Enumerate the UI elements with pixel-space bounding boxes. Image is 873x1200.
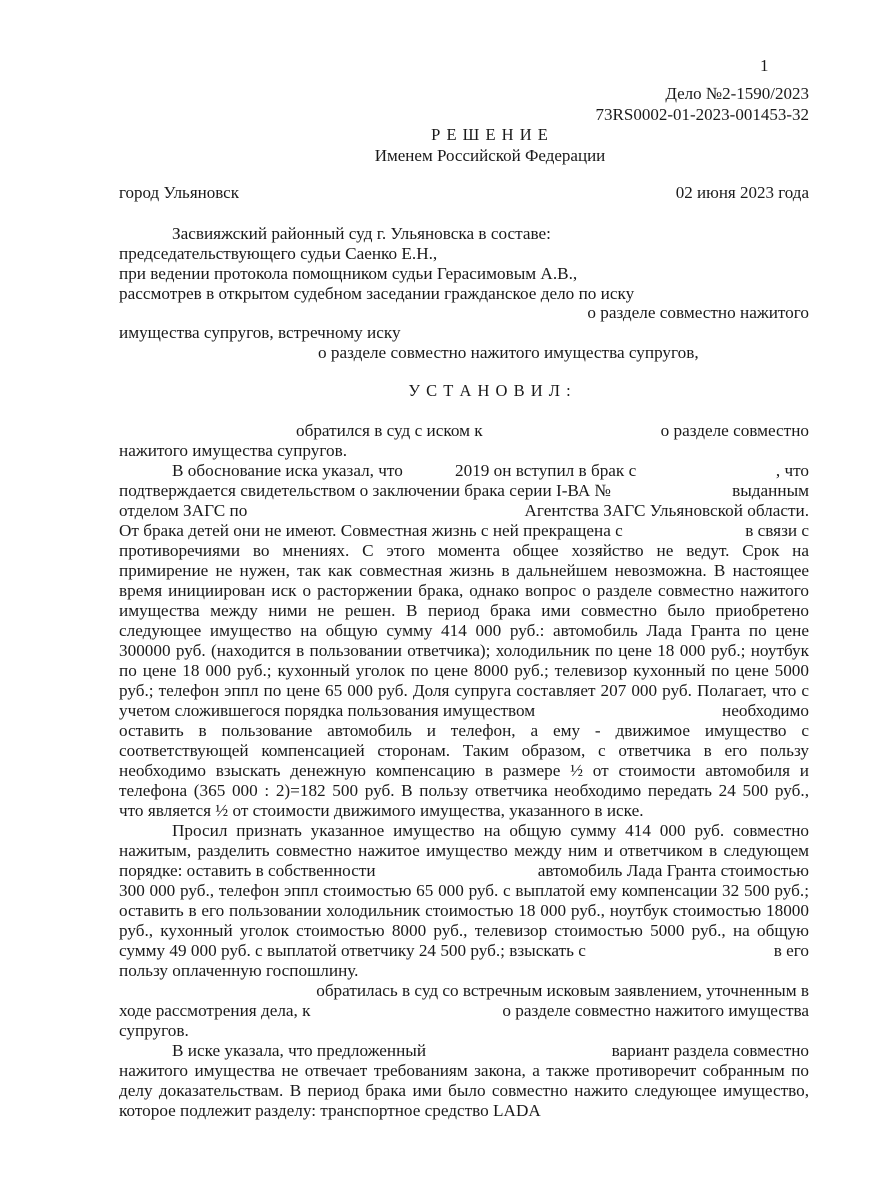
p2-line-18: что является ½ от стоимости движимого имущества, указанного в иске. <box>119 801 644 820</box>
p3-line-1: Просил признать указанное имущество на общую сумму 414 000 руб. совместно <box>172 821 809 840</box>
p1-text-a: обратился в суд с иском к <box>296 421 483 440</box>
p2-line-3b: Агентства ЗАГС Ульяновской области. <box>524 501 809 520</box>
p3-line-8: пользу оплаченную госпошлину. <box>119 961 359 980</box>
p5-line-3: делу доказательствам. В период брака ими было совместно нажито следующее имущество, <box>119 1081 809 1100</box>
p4-line-2a: ходе рассмотрения дела, к <box>119 1001 311 1020</box>
intro-line-5: о разделе совместно нажитого <box>587 303 809 322</box>
p2-line-9: следующее имущество на общую сумму 414 000 руб.: автомобиль Лада Гранта по цене <box>119 621 809 640</box>
p3-line-7b: в его <box>773 941 809 960</box>
p2-line-13a: учетом сложившегося порядка пользования имуществом <box>119 701 536 720</box>
p2-line-4b: в связи с <box>745 521 809 540</box>
p2-line-1a: В обоснование иска указал, что <box>172 461 403 480</box>
p2-line-6: примирение не нужен, так как совместная жизнь в дальнейшем невозможна. В настоящее <box>119 561 809 580</box>
intro-line-7: о разделе совместно нажитого имущества супругов, <box>318 343 699 362</box>
date: 02 июня 2023 года <box>675 183 809 202</box>
p2-line-1b: 2019 он вступил в брак с <box>455 461 637 480</box>
document-title: Р Е Ш Е Н И Е <box>431 125 549 144</box>
p5-line-2: нажитого имущества не отвечает требованиям закона, а также противоречит собранным по <box>119 1061 809 1080</box>
p3-line-3b: автомобиль Лада Гранта стоимостью <box>537 861 809 880</box>
p4-line-2b: о разделе совместно нажитого имущества <box>502 1001 809 1020</box>
p2-line-2a: подтверждается свидетельством о заключении брака серии I-ВА № <box>119 481 611 500</box>
p3-line-6: руб., кухонный уголок стоимостью 8000 руб., телевизор стоимостью 5000 руб., на общую <box>119 921 809 940</box>
page-number: 1 <box>760 56 769 75</box>
p2-line-17: телефона (365 000 : 2)=182 500 руб. В пользу ответчика необходимо передать 24 500 руб., <box>119 781 809 800</box>
p2-line-12: руб.; телефон эппл по цене 65 000 руб. Доля супруга составляет 207 000 руб. Полагает, что с <box>119 681 809 700</box>
intro-line-3: при ведении протокола помощником судьи Герасимовым А.В., <box>119 264 578 283</box>
p4-line-3: супругов. <box>119 1021 189 1040</box>
p2-line-4a: От брака детей они не имеют. Совместная жизнь с ней прекращена с <box>119 521 623 540</box>
p2-line-3a: отделом ЗАГС по <box>119 501 248 520</box>
section-established: У С Т А Н О В И Л : <box>408 381 572 400</box>
p2-line-11: по цене 18 000 руб.; кухонный уголок по цене 8000 руб.; телевизор кухонный по цене 5000 <box>119 661 809 680</box>
p3-line-4: 300 000 руб., телефон эппл стоимостью 65 000 руб. с выплатой ему компенсации 32 500 руб.; <box>119 881 809 900</box>
p3-line-3a: порядке: оставить в собственности <box>119 861 376 880</box>
intro-line-6: имущества супругов, встречному иску <box>119 323 401 342</box>
p5-line-1b: вариант раздела совместно <box>611 1041 809 1060</box>
p2-line-7: время инициирован иск о расторжении брака, однако вопрос о разделе совместно нажитого <box>119 581 809 600</box>
p2-line-13b: необходимо <box>722 701 809 720</box>
p1-text-b: о разделе совместно <box>660 421 809 440</box>
p5-line-1a: В иске указала, что предложенный <box>172 1041 427 1060</box>
p3-line-7a: сумму 49 000 руб. с выплатой ответчику 24 500 руб.; взыскать с <box>119 941 586 960</box>
p2-line-10: 300000 руб. (находится в пользовании ответчика); холодильник по цене 18 000 руб.; ноутбук <box>119 641 809 660</box>
p2-line-1c: , что <box>775 461 809 480</box>
p3-line-2: нажитым, разделить совместно нажитое имущество между ним и ответчиком в следующем <box>119 841 809 860</box>
p5-line-4: которое подлежит разделу: транспортное средство LADA <box>119 1101 541 1120</box>
intro-line-1: Засвияжский районный суд г. Ульяновска в составе: <box>172 224 551 243</box>
case-number: Дело №2-1590/2023 <box>665 84 809 103</box>
p2-line-8: имущества между ними не решен. В период брака ими совместно было приобретено <box>119 601 809 620</box>
intro-line-2: председательствующего судьи Саенко Е.Н., <box>119 244 438 263</box>
p2-line-2b: выданным <box>732 481 809 500</box>
case-uid: 73RS0002-01-2023-001453-32 <box>595 105 809 124</box>
document-subtitle: Именем Российской Федерации <box>374 146 606 165</box>
p2-line-5: противоречиями во мнениях. С этого момента общее хозяйство не ведут. Срок на <box>119 541 809 560</box>
p2-line-15: соответствующей компенсацией сторонам. Таким образом, с ответчика в его пользу <box>119 741 809 760</box>
p2-line-14: оставить в пользование автомобиль и телефон, а ему - движимое имущество с <box>119 721 809 740</box>
place: город Ульяновск <box>119 183 239 202</box>
p3-line-5: оставить в его пользовании холодильник стоимостью 18 000 руб., ноутбук стоимостью 18000 <box>119 901 809 920</box>
p1-text-c: нажитого имущества супругов. <box>119 441 347 460</box>
p2-line-16: необходимо взыскать денежную компенсацию в размере ½ от стоимости автомобиля и <box>119 761 809 780</box>
p4-line-1: обратилась в суд со встречным исковым заявлением, уточненным в <box>316 981 809 1000</box>
intro-line-4: рассмотрев в открытом судебном заседании гражданское дело по иску <box>119 284 635 303</box>
